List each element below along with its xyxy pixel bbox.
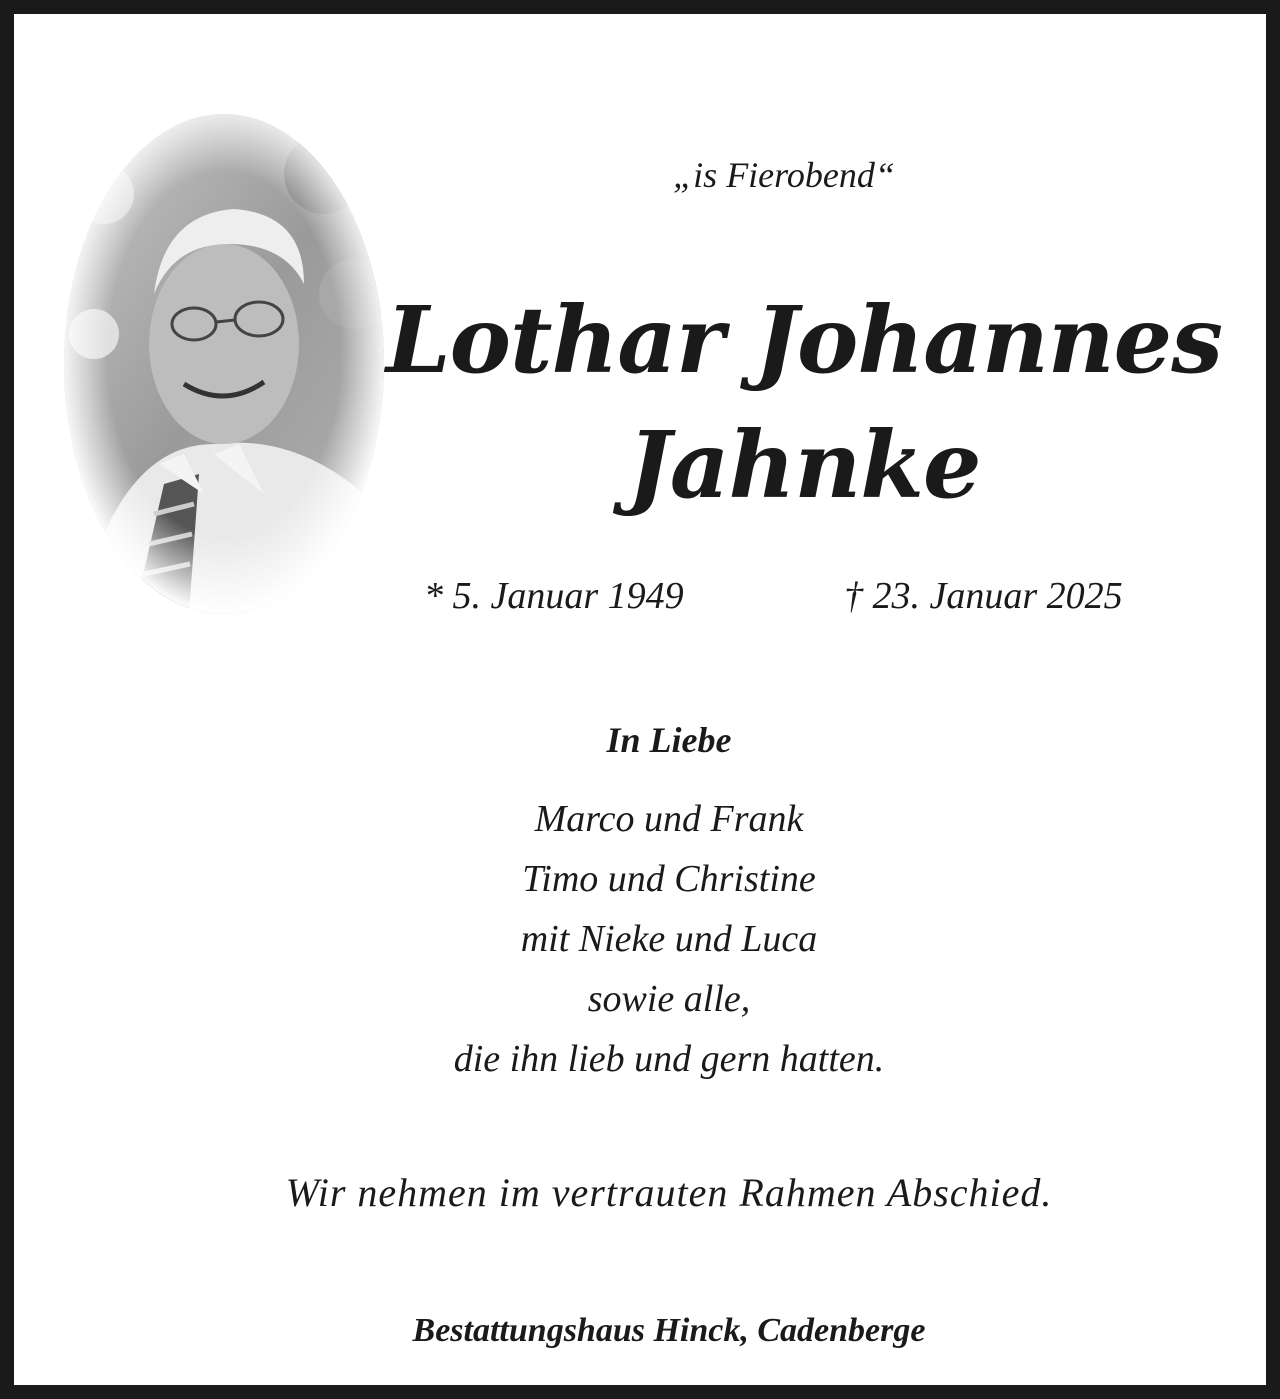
mourner-line: die ihn lieb und gern hatten. (453, 1038, 885, 1080)
mourner-line: Marco und Frank (534, 798, 804, 840)
deceased-name-last: Jahnke (627, 411, 981, 519)
deceased-name-first: Lothar Johannes (385, 286, 1223, 394)
farewell-statement: Wir nehmen im vertrauten Rahmen Abschied. (285, 1170, 1053, 1215)
mourner-line: sowie alle, (587, 978, 751, 1020)
mourner-line: mit Nieke und Luca (520, 918, 818, 960)
birth-date: * 5. Januar 1949 (424, 575, 684, 617)
mourners-list (269, 789, 1069, 1089)
death-date: † 23. Januar 2025 (844, 575, 1123, 617)
mourner-line: Timo und Christine (522, 858, 816, 900)
motto-quote: „is Fierobend“ (673, 155, 895, 195)
love-heading: In Liebe (606, 720, 732, 760)
undertaker-credit: Bestattungshaus Hinck, Cadenberge (412, 1312, 926, 1349)
portrait-photo (64, 114, 384, 614)
